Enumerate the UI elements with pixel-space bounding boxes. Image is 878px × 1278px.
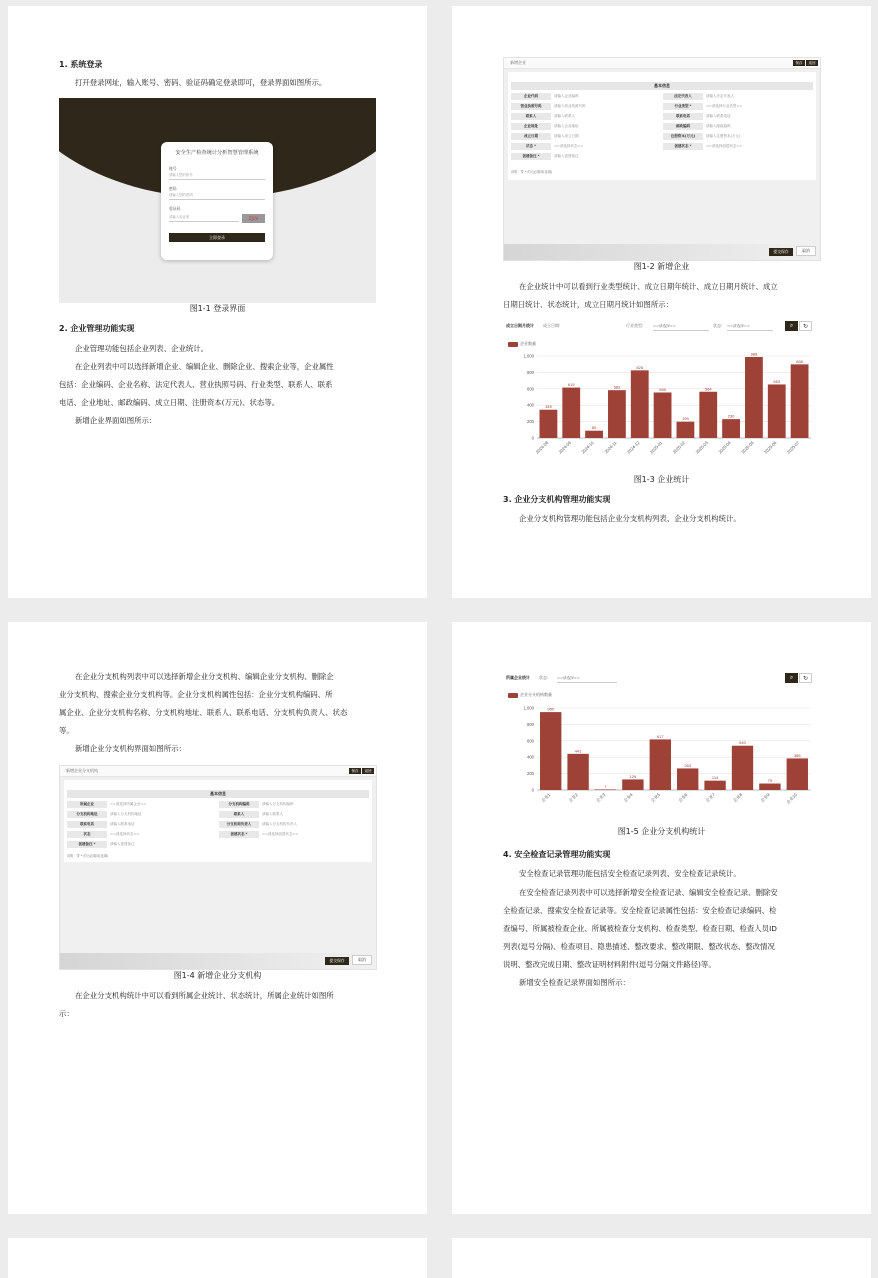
y-tick-label: 400 xyxy=(527,402,534,408)
bar xyxy=(622,779,643,790)
x-tick-label: 企业4 xyxy=(622,792,634,804)
data-label: 617 xyxy=(656,733,664,739)
figure-caption: 图1-3 企业统计 xyxy=(633,475,690,484)
field-label: 企业代码 xyxy=(511,93,551,100)
captcha-label: 验证码 xyxy=(169,206,181,211)
x-tick-label: 2025-07 xyxy=(785,440,801,455)
field-label: 创建状态 * xyxy=(663,143,703,150)
legend-label: 企业分支机构数量 xyxy=(520,692,552,697)
y-tick-label: 1,000 xyxy=(523,353,534,359)
field-input[interactable]: ==请选择创建状态== xyxy=(262,832,299,836)
branch-chart-panel xyxy=(503,672,819,822)
x-tick-label: 企业10 xyxy=(785,792,799,805)
field-input[interactable]: ==请选择状态== xyxy=(110,832,140,836)
data-label: 129 xyxy=(629,773,637,779)
field-input[interactable]: 请输入联系电话 xyxy=(110,822,135,826)
field-label: 创建备注 * xyxy=(67,841,107,848)
data-label: 441 xyxy=(574,748,582,754)
submit-button[interactable]: 提交保存 xyxy=(325,957,349,965)
bar xyxy=(654,392,672,438)
page-5 xyxy=(8,1238,427,1278)
page-2 xyxy=(452,6,871,598)
data-label: 988 xyxy=(750,351,758,357)
field-label: 所属企业 xyxy=(67,801,107,808)
tab-add-enterprise[interactable]: 新增企业 xyxy=(510,60,526,65)
field-label: 营业执照号码 xyxy=(511,103,551,110)
field-input[interactable]: 请输入创建备注 xyxy=(110,842,135,846)
chart-legend xyxy=(508,692,552,698)
bar xyxy=(650,739,671,790)
refresh-icon[interactable]: ↻ xyxy=(799,673,812,683)
login-screenshot xyxy=(59,98,376,303)
x-tick-label: 企业6 xyxy=(677,792,689,804)
account-label: 账号 xyxy=(169,166,177,171)
paragraph: 新增企业界面如图所示： xyxy=(75,416,157,425)
x-tick-label: 企业2 xyxy=(567,792,579,804)
field-label: 分支机构编码 xyxy=(219,801,259,808)
paragraph: 示： xyxy=(59,1009,74,1018)
field-input[interactable]: 请输入联系电话 xyxy=(706,114,731,118)
data-label: 653 xyxy=(773,378,781,384)
paragraph: 说明、整改完成日期、整改证明材料附件(逗号分隔文件路径)等。 xyxy=(503,960,716,969)
field-input[interactable]: 请输入法定代表人 xyxy=(706,94,734,98)
add-enterprise-screenshot xyxy=(503,57,821,261)
data-label: 230 xyxy=(727,413,735,419)
bar xyxy=(787,758,808,790)
legend-label: 企业数量 xyxy=(520,341,536,346)
x-tick-label: 2024-12 xyxy=(626,440,641,455)
bar xyxy=(562,388,580,438)
bar xyxy=(699,392,717,438)
group-title: 基本信息 xyxy=(67,790,369,798)
field-input[interactable]: 请输入联系人 xyxy=(554,114,575,118)
data-label: 79 xyxy=(767,778,773,784)
back-button[interactable]: 返回 xyxy=(362,768,374,774)
paragraph: 电话、企业地址、邮政编码、成立日期、注册资本(万元)、状态等。 xyxy=(59,398,280,407)
y-tick-label: 1,000 xyxy=(523,705,534,711)
paragraph: 在企业分支机构列表中可以选择新增企业分支机构、编辑企业分支机构、删除企 xyxy=(75,672,334,681)
field-label: 联系人 xyxy=(511,113,551,120)
section-heading: 3. 企业分支机构管理功能实现 xyxy=(503,495,611,504)
x-tick-label: 企业5 xyxy=(649,792,662,804)
field-input[interactable]: ==请选择创建状态== xyxy=(706,144,743,148)
bar xyxy=(791,364,809,438)
figure-caption: 图1-2 新增企业 xyxy=(633,262,690,271)
x-tick-label: 企业3 xyxy=(595,792,607,804)
bar xyxy=(677,768,698,790)
bar xyxy=(631,370,649,438)
bar xyxy=(759,784,780,790)
form-panel xyxy=(64,780,372,862)
field-input[interactable]: 请输入分支机构负责人 xyxy=(262,822,297,826)
y-tick-label: 600 xyxy=(527,386,534,392)
field-label: 联系电话 xyxy=(663,113,703,120)
bar xyxy=(567,754,588,790)
x-tick-label: 2025-01 xyxy=(648,440,664,455)
field-input[interactable]: 请输入创建备注 xyxy=(554,154,579,158)
bar xyxy=(768,384,786,438)
data-label: 345 xyxy=(545,404,552,410)
page-4 xyxy=(452,622,871,1214)
cancel-button[interactable]: 取消 xyxy=(796,246,816,256)
bar xyxy=(732,746,753,790)
field-label: 状态 * xyxy=(511,143,551,150)
paragraph: 在企业统计中可以看到行业类型统计、成立日期年统计、成立日期月统计、成立 xyxy=(519,282,778,291)
enterprise-month-bar-chart xyxy=(503,350,819,470)
data-label: 263 xyxy=(684,762,692,768)
legend-swatch xyxy=(508,342,518,347)
field-input[interactable]: 请输入邮政编码 xyxy=(706,124,731,128)
field-input[interactable]: ==请选择状态== xyxy=(554,144,584,148)
data-label: 114 xyxy=(711,775,719,781)
field-input[interactable]: ==请选择所属企业== xyxy=(110,802,147,806)
section-heading: 1. 系统登录 xyxy=(59,60,103,69)
page-1 xyxy=(8,6,427,598)
captcha-input[interactable]: 请输入验证码 xyxy=(169,214,239,222)
field-input[interactable]: 请输入企业编码 xyxy=(554,94,579,98)
paragraph: 企业管理功能包括企业列表、企业统计。 xyxy=(75,344,209,353)
x-tick-label: 企业9 xyxy=(759,792,771,804)
y-tick-label: 600 xyxy=(527,738,534,744)
page-6 xyxy=(452,1238,871,1278)
paragraph: 在安全检查记录列表中可以选择新增安全检查记录、编辑安全检查记录、删除安 xyxy=(519,888,778,897)
tab-bar xyxy=(504,58,820,69)
data-label: 825 xyxy=(636,364,644,370)
data-label: 7 xyxy=(604,783,607,789)
status-filter-label: 状态: xyxy=(713,323,723,328)
account-input[interactable]: 请输入您的账号 xyxy=(169,172,265,180)
x-tick-label: 2025-04 xyxy=(717,440,732,455)
x-tick-label: 2024-09 xyxy=(557,440,572,455)
bar xyxy=(704,781,725,790)
page-3 xyxy=(8,622,427,1214)
field-label: 联系人 xyxy=(219,811,259,818)
y-tick-label: 0 xyxy=(531,787,534,793)
bar xyxy=(540,410,558,438)
field-label: 分支机构地址 xyxy=(67,811,107,818)
bar xyxy=(540,712,561,790)
chart-filter-title: 成立日期月统计 xyxy=(506,323,534,328)
y-tick-label: 800 xyxy=(527,369,534,375)
bar xyxy=(595,789,616,790)
data-label: 199 xyxy=(682,416,689,422)
bar xyxy=(745,357,763,438)
save-button[interactable]: 保存 xyxy=(793,60,805,66)
paragraph: 等。 xyxy=(59,726,74,735)
paragraph: 包括：企业编码、企业名称、法定代表人、营业执照号码、行业类型、联系人、联系 xyxy=(59,380,333,389)
login-button[interactable]: 立即登录 xyxy=(169,233,265,242)
paragraph: 全检查记录、搜索安全检查记录等。安全检查记录属性包括：安全检查记录编码、检 xyxy=(503,906,777,915)
data-label: 540 xyxy=(739,740,746,746)
x-tick-label: 企业1 xyxy=(540,792,552,804)
type-filter-label: 行业类型: xyxy=(626,323,644,328)
field-label: 创建状态 * xyxy=(219,831,259,838)
paragraph: 在企业分支机构统计中可以看到所属企业统计、状态统计，所属企业统计如图所 xyxy=(75,991,334,1000)
legend-swatch xyxy=(508,693,518,698)
field-label: 联系电话 xyxy=(67,821,107,828)
y-tick-label: 0 xyxy=(531,435,534,441)
data-label: 898 xyxy=(796,358,803,364)
section-heading: 2. 企业管理功能实现 xyxy=(59,324,135,333)
x-tick-label: 企业8 xyxy=(732,792,744,804)
back-button[interactable]: 返回 xyxy=(806,60,818,66)
tab-add-branch[interactable]: 新增企业分支机构 xyxy=(66,768,98,773)
field-label: 创建备注 * xyxy=(511,153,551,160)
figure-caption: 图1-4 新增企业分支机构 xyxy=(173,971,262,980)
captcha-image[interactable]: ZJUV xyxy=(242,214,265,223)
paragraph: 属企业、企业分支机构名称、分支机构地址、联系人、联系电话、分支机构负责人、状态 xyxy=(59,708,348,717)
y-tick-label: 400 xyxy=(527,754,534,760)
cancel-button[interactable]: 取消 xyxy=(352,955,372,965)
login-card xyxy=(161,142,273,260)
type-select[interactable]: ==请选择== xyxy=(653,322,709,331)
paragraph: 在企业列表中可以选择新增企业、编辑企业、删除企业、搜索企业等，企业属性 xyxy=(75,362,334,371)
x-tick-label: 2024-11 xyxy=(603,440,618,455)
password-input[interactable]: 请输入您的密码 xyxy=(169,192,265,200)
bar xyxy=(722,419,740,438)
bar xyxy=(677,422,695,438)
status-select[interactable]: ==请选择== xyxy=(727,322,773,331)
form-panel xyxy=(508,72,816,180)
save-button[interactable]: 保存 xyxy=(349,768,361,774)
x-tick-label: 2024-10 xyxy=(580,440,595,455)
field-label: 邮政编码 xyxy=(663,123,703,130)
date-filter-label: 成立日期: xyxy=(543,323,561,328)
form-note: 说明：带 * 的为必填项(选填) xyxy=(511,170,553,174)
field-input[interactable]: 请输入企业地址 xyxy=(554,124,579,128)
data-label: 555 xyxy=(659,386,666,392)
field-input[interactable]: 请输入联系人 xyxy=(262,812,283,816)
field-label: 状态 xyxy=(67,831,107,838)
search-icon[interactable]: ⌕ xyxy=(785,321,798,331)
field-input[interactable]: ==请选择行业类型== xyxy=(706,104,743,108)
field-label: 注册资本(万元) xyxy=(663,133,703,140)
x-tick-label: 2025-03 xyxy=(694,440,709,455)
field-input[interactable]: 请输入分支机构编码 xyxy=(262,802,294,806)
figure-caption: 图1-1 登录界面 xyxy=(189,304,246,313)
paragraph: 查编号、所属被检查企业、所属被检查分支机构、检查类型、检查日期、检查人员ID xyxy=(503,924,777,933)
field-input[interactable]: 请输入营业执照号码 xyxy=(554,104,586,108)
chart-legend xyxy=(508,341,536,347)
data-label: 385 xyxy=(793,752,801,758)
y-tick-label: 200 xyxy=(527,771,534,777)
paragraph: 打开登录网址，输入账号、密码、验证码确定登录即可，登录界面如图所示。 xyxy=(75,78,327,87)
paragraph: 新增安全检查记录界面如图所示： xyxy=(519,978,630,987)
bar xyxy=(585,431,603,438)
data-label: 583 xyxy=(613,384,621,390)
refresh-icon[interactable]: ↻ xyxy=(799,321,812,331)
x-tick-label: 企业7 xyxy=(704,792,716,804)
tab-bar xyxy=(60,766,376,777)
group-title: 基本信息 xyxy=(511,82,813,90)
x-tick-label: 2025-06 xyxy=(763,440,778,455)
y-tick-label: 200 xyxy=(527,419,534,425)
paragraph: 企业分支机构管理功能包括企业分支机构列表、企业分支机构统计。 xyxy=(519,514,741,523)
search-icon[interactable]: ⌕ xyxy=(785,673,798,683)
data-label: 615 xyxy=(567,382,575,388)
data-label: 950 xyxy=(547,706,555,712)
field-input[interactable]: 请输入注册资本(万元) xyxy=(706,134,741,138)
data-label: 89 xyxy=(591,425,597,431)
chart-filter-title: 所属企业统计 xyxy=(506,675,530,680)
field-input[interactable]: 请输入成立日期 xyxy=(554,134,579,138)
bar xyxy=(608,390,626,438)
password-label: 密码 xyxy=(169,186,177,191)
field-label: 行业类型 * xyxy=(663,103,703,110)
x-tick-label: 2024-08 xyxy=(534,440,550,455)
status-filter-label: 状态: xyxy=(539,675,549,680)
field-label: 成立日期 xyxy=(511,133,551,140)
paragraph: 业分支机构、搜索企业分支机构等。企业分支机构属性包括：企业分支机构编码、所 xyxy=(59,690,333,699)
paragraph: 日期日统计、状态统计，成立日期月统计如图所示： xyxy=(503,300,673,309)
data-label: 564 xyxy=(704,386,712,392)
form-note: 说明：带 * 的为必填项(选填) xyxy=(67,854,109,858)
field-label: 企业地址 xyxy=(511,123,551,130)
section-heading: 4. 安全检查记录管理功能实现 xyxy=(503,850,611,859)
add-branch-screenshot xyxy=(59,765,377,970)
y-tick-label: 800 xyxy=(527,721,534,727)
login-title: 安全生产检查统计分析智慧管理系统 xyxy=(175,150,259,156)
submit-button[interactable]: 提交保存 xyxy=(769,248,793,256)
field-label: 分支机构负责人 xyxy=(219,821,259,828)
x-tick-label: 2025-02 xyxy=(671,440,687,455)
paragraph: 安全检查记录管理功能包括安全检查记录列表、安全检查记录统计。 xyxy=(519,869,741,878)
field-label: 法定代表人 xyxy=(663,93,703,100)
figure-caption: 图1-5 企业分支机构统计 xyxy=(617,827,706,836)
x-tick-label: 2025-05 xyxy=(740,440,755,455)
field-input[interactable]: 请输入分支机构地址 xyxy=(110,812,142,816)
paragraph: 新增企业分支机构界面如图所示： xyxy=(75,744,186,753)
branch-enterprise-bar-chart xyxy=(503,702,819,822)
enterprise-chart-panel xyxy=(503,320,819,470)
status-select[interactable]: ==请选择== xyxy=(557,674,617,683)
paragraph: 列表(逗号分隔)、检查项目、隐患描述、整改要求、整改期限、整改状态、整改情况 xyxy=(503,942,775,951)
